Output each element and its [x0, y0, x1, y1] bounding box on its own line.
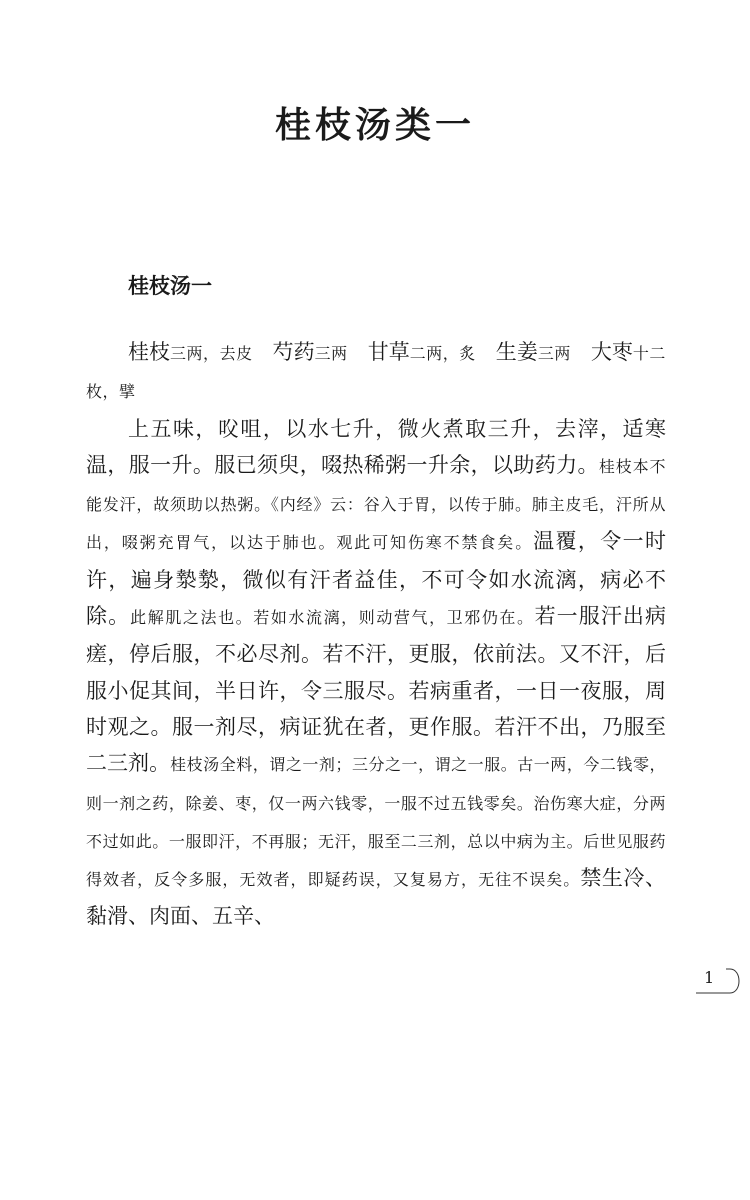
- main-text: [86, 334, 666, 935]
- annotation: 此解肌之法也。若如水流漓，则动营气，卫邪仍在。: [130, 608, 535, 628]
- main-text-run: 若一服汗出病瘥，停后服，不必尽剂。若不汗，更服，依前法。又不汗，后服小促其间，半日许，令三服尽。若病重者，一日一夜服，周时观之。服一剂尽，病证犹在者，更作服。若汗不出，乃服至二三剂。: [86, 604, 666, 776]
- ingredient-list: [86, 334, 666, 411]
- ingredient-name: 甘草: [367, 340, 410, 364]
- ingredient-note: 三两: [537, 344, 571, 363]
- chapter-title: 桂枝汤类一: [274, 105, 475, 146]
- ingredient-note: 三两，去皮: [170, 344, 253, 363]
- annotation: 桂枝本不能发汗，故须助以热粥。《内经》云：谷入于胃，以传于肺。肺主皮毛，汗所从出，啜粥充胃气，以达于肺也。观此可知伤寒不禁食矣。: [86, 456, 666, 553]
- annotation: 桂枝汤全料，谓之一剂；三分之一，谓之一服。古一两，今二钱零，则一剂之药，除姜、枣，仅一两六钱零，一服不过五钱零矣。治伤寒大症，分两不过如此。一服即汗，不再服；无汗，服至二三剂，总以中病为主。后世见服药得效者，反令多服，无效者，即疑药误，又复易方，无往不误矣。: [86, 755, 666, 890]
- main-text-run: 温覆，令一时许，遍身漐漐，微似有汗者益佳，不可令如水流漓，病必不除。: [86, 529, 666, 629]
- page-number: 1: [704, 968, 715, 987]
- ingredient-name: 生姜: [495, 340, 538, 364]
- ingredient-note: 十二枚，擘: [86, 344, 666, 402]
- main-text-run: 禁生冷、黏滑、肉面、五辛、: [86, 866, 666, 929]
- ingredient-note: 三两: [314, 344, 348, 363]
- ingredient-name: 芍药: [272, 340, 315, 364]
- section-heading: 桂枝汤一: [128, 274, 212, 298]
- ingredient-note: 二两，炙: [409, 344, 476, 363]
- main-text-run: 上五味，㕮咀，以水七升，微火煮取三升，去滓，适寒温，服一升。服已须臾，啜热稀粥一升余，以助药力。: [86, 416, 666, 477]
- ingredient-name: 桂枝: [128, 340, 171, 364]
- ingredient-name: 大枣: [590, 340, 633, 364]
- method-paragraph: [86, 411, 666, 935]
